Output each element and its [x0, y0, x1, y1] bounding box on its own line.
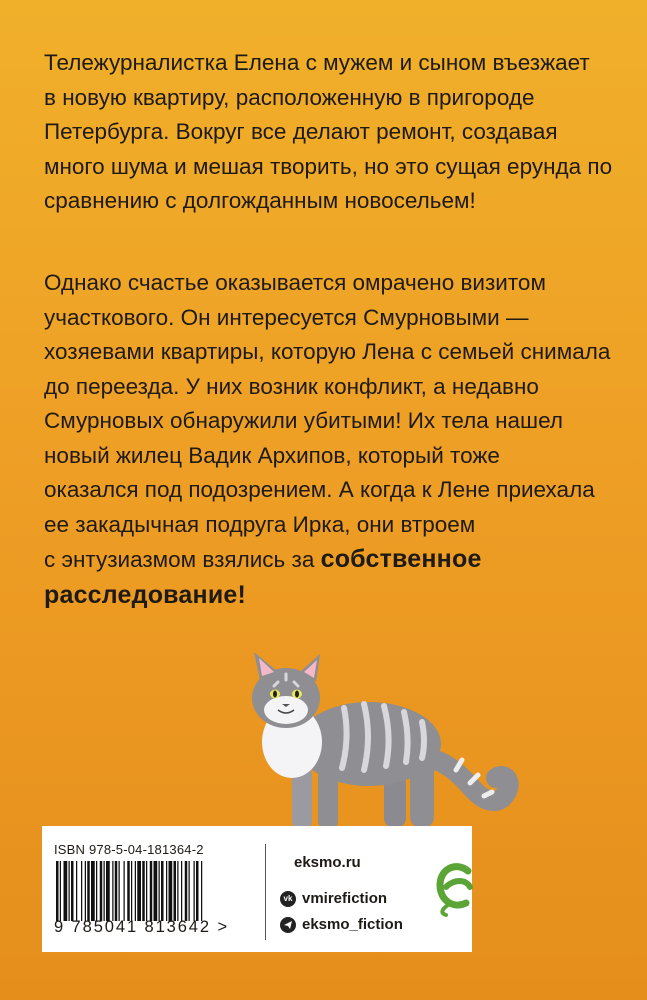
telegram-icon: [280, 917, 296, 933]
text-line: ее закадычная подруга Ирка, они втроем: [44, 511, 476, 537]
text-line: Однако счастье оказывается омрачено визитом: [44, 270, 546, 295]
site-text: eksmo.ru: [294, 854, 361, 871]
vk-text: vmirefiction: [302, 890, 388, 907]
text-line: участкового. Он интересуется Смурновыми —: [44, 304, 529, 330]
barcode: [56, 861, 241, 921]
text-line-start: с энтузиазмом взялись за: [44, 547, 315, 572]
eksmo-logo-icon: [434, 857, 478, 917]
telegram-text: eksmo_fiction: [302, 916, 403, 933]
text-line: Смурновых обнаружили убитыми! Их тела нашел: [44, 408, 563, 433]
text-line: [44, 542, 610, 578]
text-line: до переезда. У них возник конфликт, а недавно: [44, 373, 539, 399]
text-line: Тележурналистка Елена с мужем и сыном въезжает: [44, 50, 590, 75]
isbn-digits: 9 785041 813642 >: [54, 918, 229, 936]
text-line: хозяевами квартиры, которую Лена с семьей снимала: [44, 339, 611, 364]
description-paragraph-2: [44, 266, 610, 612]
text-line: новый жилец Вадик Архипов, который тоже: [44, 442, 500, 468]
divider: [265, 844, 266, 940]
vk-link[interactable]: [280, 890, 387, 907]
isbn-label: ISBN 978-5-04-181364-2: [54, 842, 204, 857]
emphasis-word-1: собственное: [320, 545, 482, 573]
emphasis-word-2: расследование!: [44, 580, 247, 609]
text-line: оказался под подозрением. А когда к Лене приехала: [44, 477, 595, 502]
publication-info-box: [42, 826, 472, 952]
text-line: сравнению с долгожданным новосельем!: [44, 188, 476, 213]
telegram-link[interactable]: [280, 916, 403, 933]
vk-icon: vk: [280, 891, 296, 907]
description-paragraph-1: [44, 46, 613, 219]
site-link[interactable]: [294, 854, 361, 871]
text-line: в новую квартиру, расположенную в пригороде: [44, 84, 535, 110]
cat-illustration: [234, 646, 524, 832]
text-line: много шума и мешая творить, но это сущая ерунда по: [44, 153, 613, 179]
text-line: Петербурга. Вокруг все делают ремонт, создавая: [44, 119, 558, 144]
